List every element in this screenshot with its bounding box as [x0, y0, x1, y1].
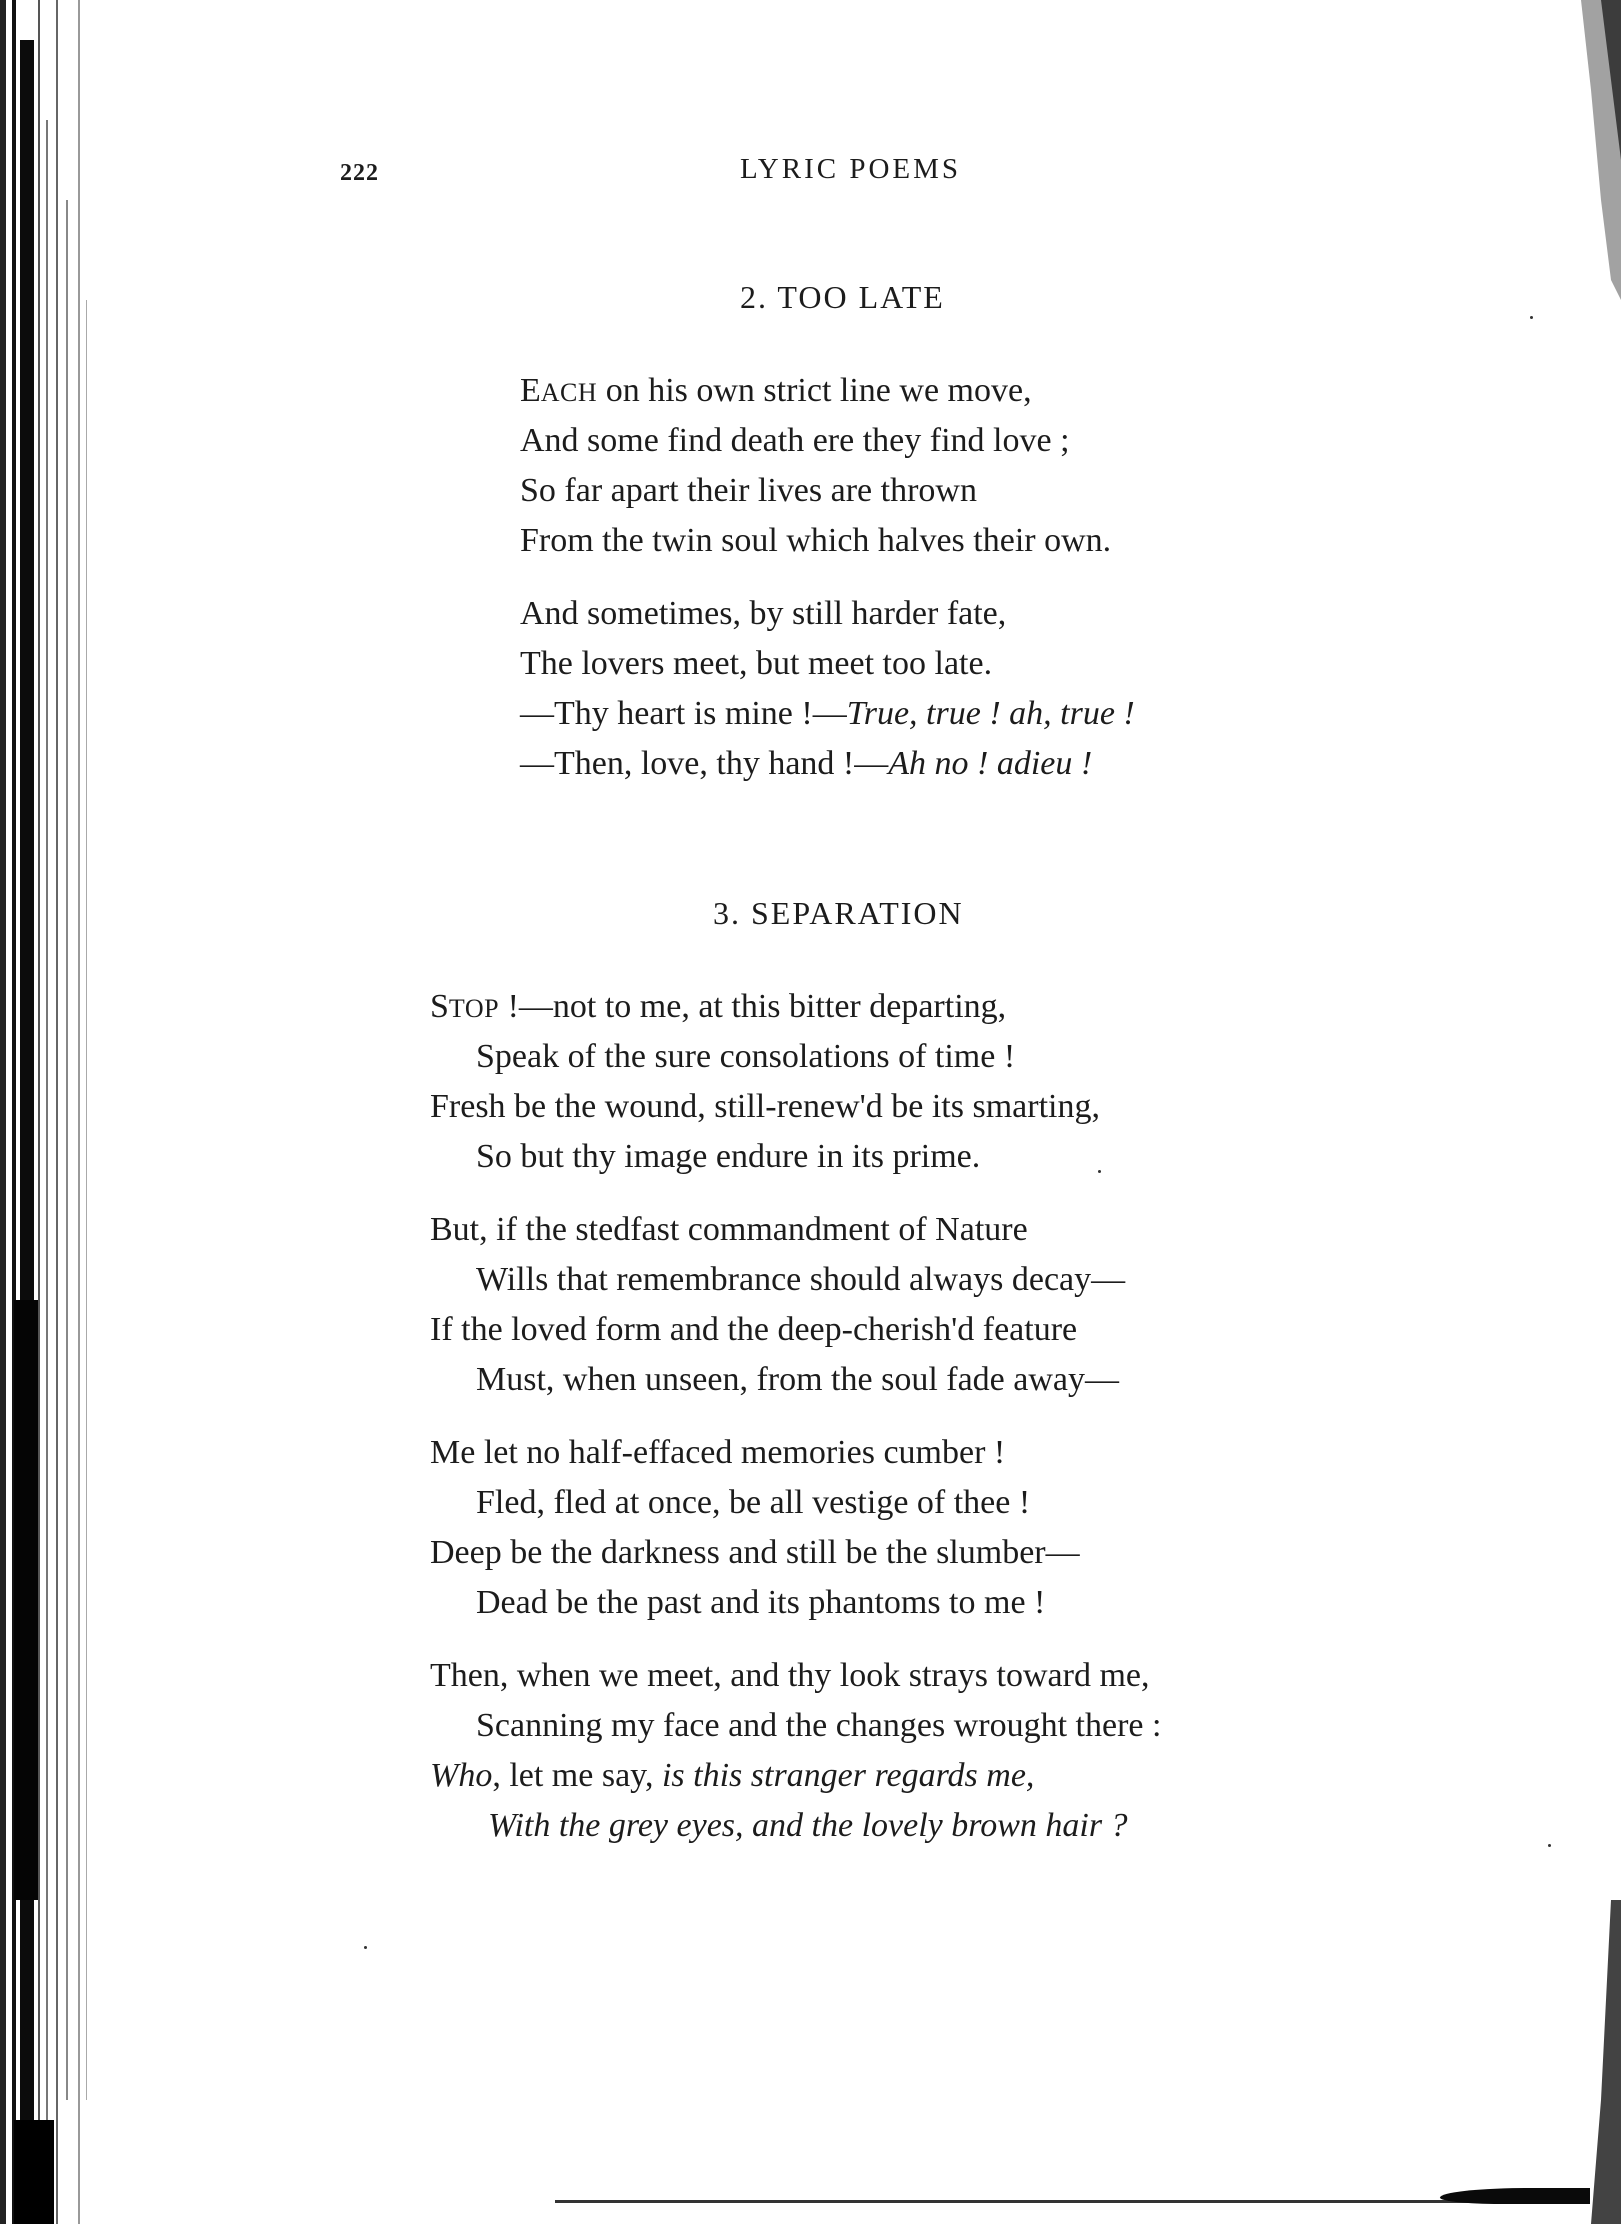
poem-line: Then, when we meet, and thy look strays toward me, [430, 1657, 1150, 1694]
speck [1098, 1170, 1101, 1173]
italic-text: Who [430, 1757, 493, 1794]
poem-line: Speak of the sure consolations of time ! [476, 1038, 1016, 1075]
poem-line: Scanning my face and the changes wrought there : [476, 1707, 1162, 1744]
poem-line: Wills that remembrance should always decay— [476, 1261, 1126, 1298]
speck [364, 1946, 367, 1949]
poem-line [520, 694, 1135, 734]
poem-line [488, 1806, 1128, 1846]
poem-title-separation: 3. SEPARATION [713, 895, 964, 931]
line-text: —Thy heart is mine !— [520, 695, 847, 732]
line-text: —Then, love, thy hand !— [520, 745, 889, 782]
line-text: , let me say, [492, 1757, 662, 1794]
running-head: LYRIC POEMS [740, 153, 962, 185]
italic-text: is this stranger regards me, [661, 1757, 1035, 1794]
edge-shadow-bottom-right [1581, 1900, 1621, 2224]
poem-line [520, 371, 1032, 413]
page-number: 222 [340, 160, 379, 186]
poem-line [430, 987, 1006, 1029]
bottom-rule-shadow [1440, 2188, 1590, 2204]
poem-title-too-late: 2. TOO LATE [740, 279, 945, 315]
drop-cap: S [430, 988, 449, 1025]
poem-line: And sometimes, by still harder fate, [520, 595, 1007, 632]
line-text: !—not to me, at this bitter departing, [499, 988, 1007, 1025]
line-text: on his own strict line we move, [597, 372, 1032, 409]
poem-line: But, if the stedfast commandment of Nature [430, 1211, 1028, 1248]
poem-line [520, 744, 1092, 784]
poem-line: Fled, fled at once, be all vestige of thee ! [476, 1484, 1031, 1521]
poem-line: So but thy image endure in its prime. [476, 1138, 981, 1175]
italic-text: With the grey eyes, and the lovely brown hair ? [488, 1807, 1128, 1844]
edge-shadow-top-right [1571, 0, 1621, 300]
bottom-rule [555, 2200, 1585, 2203]
poem-line: So far apart their lives are thrown [520, 472, 977, 509]
poem-line: Fresh be the wound, still-renew'd be its smarting, [430, 1088, 1100, 1125]
speck [1530, 316, 1533, 319]
small-caps: ACH [540, 378, 598, 407]
poem-line: Deep be the darkness and still be the slumber— [430, 1534, 1080, 1571]
small-caps: TOP [448, 994, 500, 1023]
poem-line: If the loved form and the deep-cherish'd feature [430, 1311, 1078, 1348]
poem-line: Me let no half-effaced memories cumber ! [430, 1434, 1006, 1471]
poem-line: From the twin soul which halves their own. [520, 522, 1112, 559]
poem-line: Dead be the past and its phantoms to me ! [476, 1584, 1046, 1621]
drop-cap: E [520, 372, 541, 409]
italic-text: Ah no ! adieu ! [888, 745, 1093, 782]
poem-line [430, 1756, 1034, 1796]
poem-line: And some find death ere they find love ; [520, 422, 1070, 459]
speck [1548, 1844, 1551, 1847]
italic-text: True, true ! ah, true ! [846, 695, 1135, 732]
poem-line: Must, when unseen, from the soul fade away— [476, 1361, 1120, 1398]
poem-line: The lovers meet, but meet too late. [520, 645, 993, 682]
binding-shadow [0, 0, 96, 2224]
